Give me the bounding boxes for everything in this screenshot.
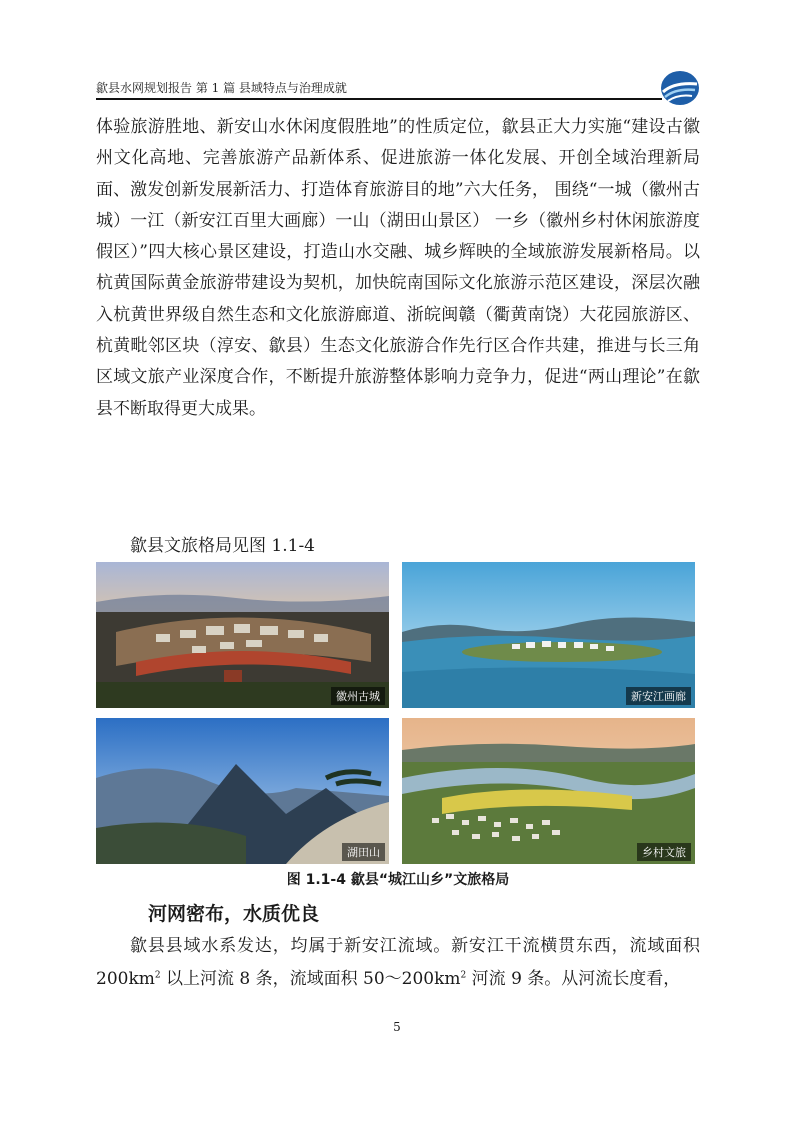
photo-label: 乡村文旅 — [637, 843, 691, 861]
superscript-2: 2 — [460, 970, 467, 981]
body-paragraph-2 — [96, 930, 700, 996]
paragraph-2 — [96, 930, 700, 996]
running-header: 歙县水网规划报告 第 1 篇 县域特点与治理成就 — [96, 81, 347, 95]
paragraph-1: 体验旅游胜地、新安山水休闲度假胜地”的性质定位，歙县正大力实施“建设古徽州文化高地、完善旅游产品新体系、促进旅游一体化发展、开创全域治理新局面、激发创新发展新活力、打造体育旅游目的地”六大任务， 围绕“一城（徽州古城）一江（新安江百里大画廊）一山（湖田山景区） 一乡（徽州乡村休闲旅游度假区）”四大核心景区建设，打造山水交融、城乡辉映的全域旅游发展新格局。以杭黄国际黄金旅游带建设为契机，加快皖南国际文化旅游示范区建设，深层次融入杭黄世界级自然生态和文化旅游廊道、浙皖闽赣（衢黄南饶）大花园旅游区、杭黄毗邻区块（淳安、歙县）生态文化旅游合作先行区合作共建，推进与长三角区域文旅产业深度合作，不断提升旅游整体影响力竞争力，促进“两山理论”在歙县不断取得更大成果。 — [96, 117, 700, 419]
photo-river-gallery — [402, 562, 695, 708]
water-logo-icon — [660, 70, 700, 106]
photo-mountain — [96, 718, 389, 864]
body-paragraph — [96, 112, 700, 425]
section-heading: 河网密布，水质优良 — [148, 903, 320, 925]
figure-reference: 歙县文旅格局见图 1.1-4 — [130, 536, 315, 556]
paragraph-2-part3: 河流 9 条。从河流长度看， — [466, 969, 681, 989]
paragraph-2-part2: 以上河流 8 条，流域面积 50～200km — [160, 969, 461, 989]
superscript-2: 2 — [154, 970, 161, 981]
page-number: 5 — [393, 1020, 401, 1034]
photo-ancient-city — [96, 562, 389, 708]
photo-label: 徽州古城 — [331, 687, 385, 705]
photo-rural-village — [402, 718, 695, 864]
header-rule — [96, 98, 662, 100]
photo-label: 湖田山 — [342, 843, 385, 861]
paragraph-2-part1: 歙县县域水系发达，均属于新安江流域。新安江干流横贯东西，流域面积 200km — [96, 936, 700, 989]
figure-caption: 图 1.1-4 歙县“城江山乡”文旅格局 — [286, 872, 510, 888]
photo-label: 新安江画廊 — [626, 687, 691, 705]
